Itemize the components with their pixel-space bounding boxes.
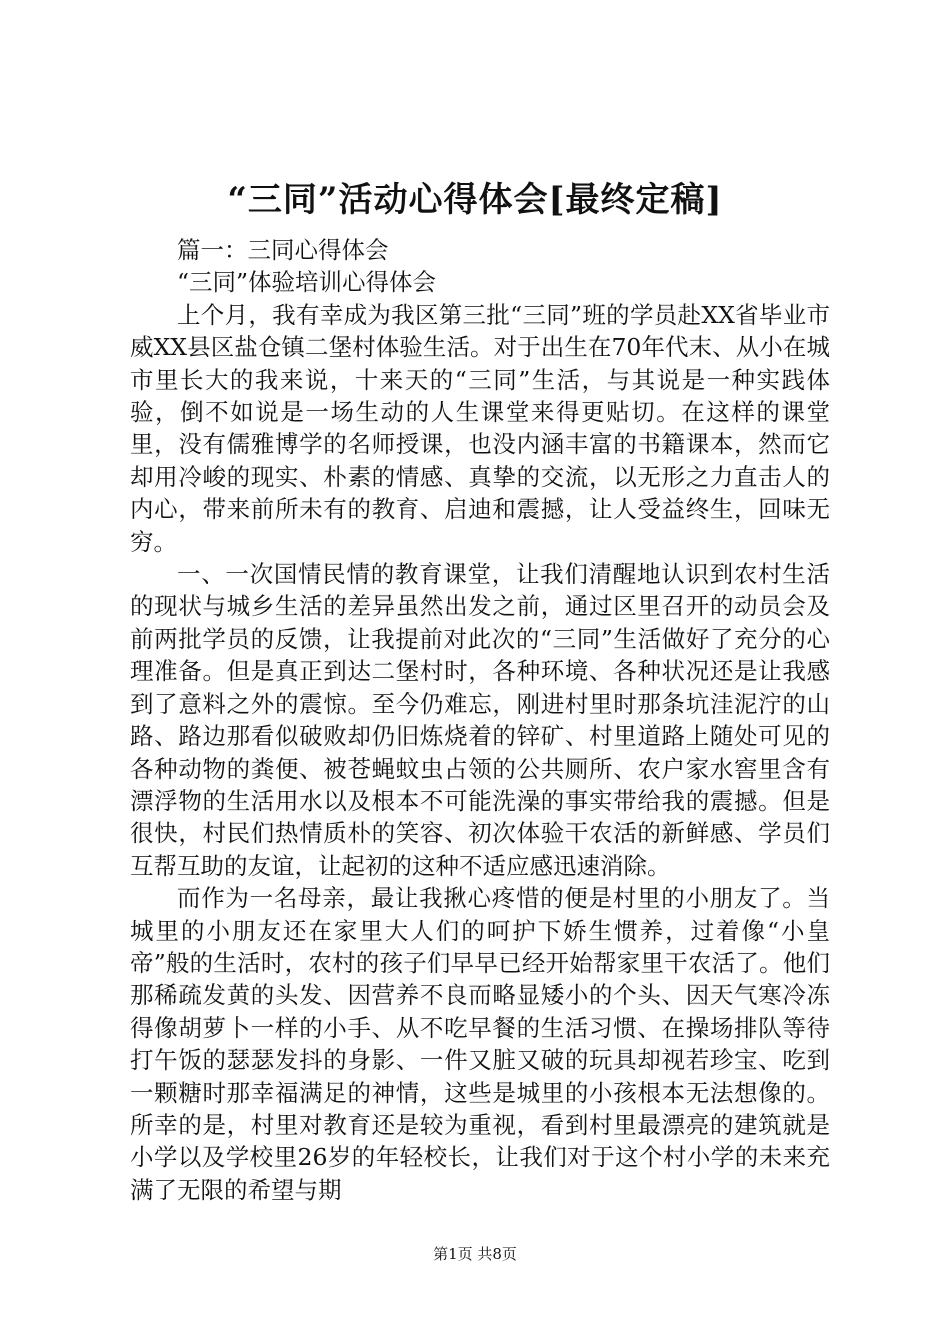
body-paragraph: 上个月，我有幸成为我区第三批“三同”班的学员赴XX省毕业市威XX县区盐仓镇二堡村体验生活。对于出生在70年代末、从小在城市里长大的我来说，十来天的“三同”生活，与其说是一种实践体验，倒不如说是一场生动的人生课堂来得更贴切。在这样的课堂里，没有儒雅博学的名师授课，也没内涵丰富的书籍课本，然而它却用冷峻的现实、朴素的情感、真挚的交流，以无形之力直击人的内心，带来前所未有的教育、启迪和震撼，让人受益终生，回味无穷。 (130, 300, 830, 556)
article-heading: “三同”体验培训心得体会 (177, 268, 437, 297)
body-paragraph: 而作为一名母亲，最让我揪心疼惜的便是村里的小朋友了。当城里的小朋友还在家里大人们的呵护下娇生惯养，过着像“小皇帝”般的生活时，农村的孩子们早早已经开始帮家里干农活了。他们那稀疏发黄的头发、因营养不良而略显矮小的个头、因天气寒冷冻得像胡萝卜一样的小手、从不吃早餐的生活习惯、在操场排队等待打午饭的瑟瑟发抖的身影、一件又脏又破的玩具却视若珍宝、吃到一颗糖时那幸福满足的神情，这些是城里的小孩根本无法想像的。所幸的是，村里对教育还是较为重视，看到村里最漂亮的建筑就是小学以及学校里26岁的年轻校长，让我们对于这个村小学的未来充满了无限的希望与期 (130, 884, 830, 1204)
page-number-footer: 第1页 共8页 (433, 1245, 517, 1263)
body-paragraph: 一、一次国情民情的教育课堂，让我们清醒地认识到农村生活的现状与城乡生活的差异虽然出发之前，通过区里召开的动员会及前两批学员的反馈，让我提前对此次的“三同”生活做好了充分的心理准备。但是真正到达二堡村时，各种环境、各种状况还是让我感到了意料之外的震惊。至今仍难忘，刚进村里时那条坑洼泥泞的山路、路边那看似破败却仍旧炼烧着的锌矿、村里道路上随处可见的各种动物的粪便、被苍蝇蚊虫占领的公共厕所、农户家水窖里含有漂浮物的生活用水以及根本不可能洗澡的事实带给我的震撼。但是很快，村民们热情质朴的笑容、初次体验干农活的新鲜感、学员们互帮互助的友谊，让起初的这种不适应感迅速消除。 (130, 560, 830, 880)
document-title: “三同”活动心得体会[最终定稿] (227, 180, 723, 220)
section-heading: 篇一：三同心得体会 (177, 236, 389, 264)
document-body (130, 234, 830, 1206)
